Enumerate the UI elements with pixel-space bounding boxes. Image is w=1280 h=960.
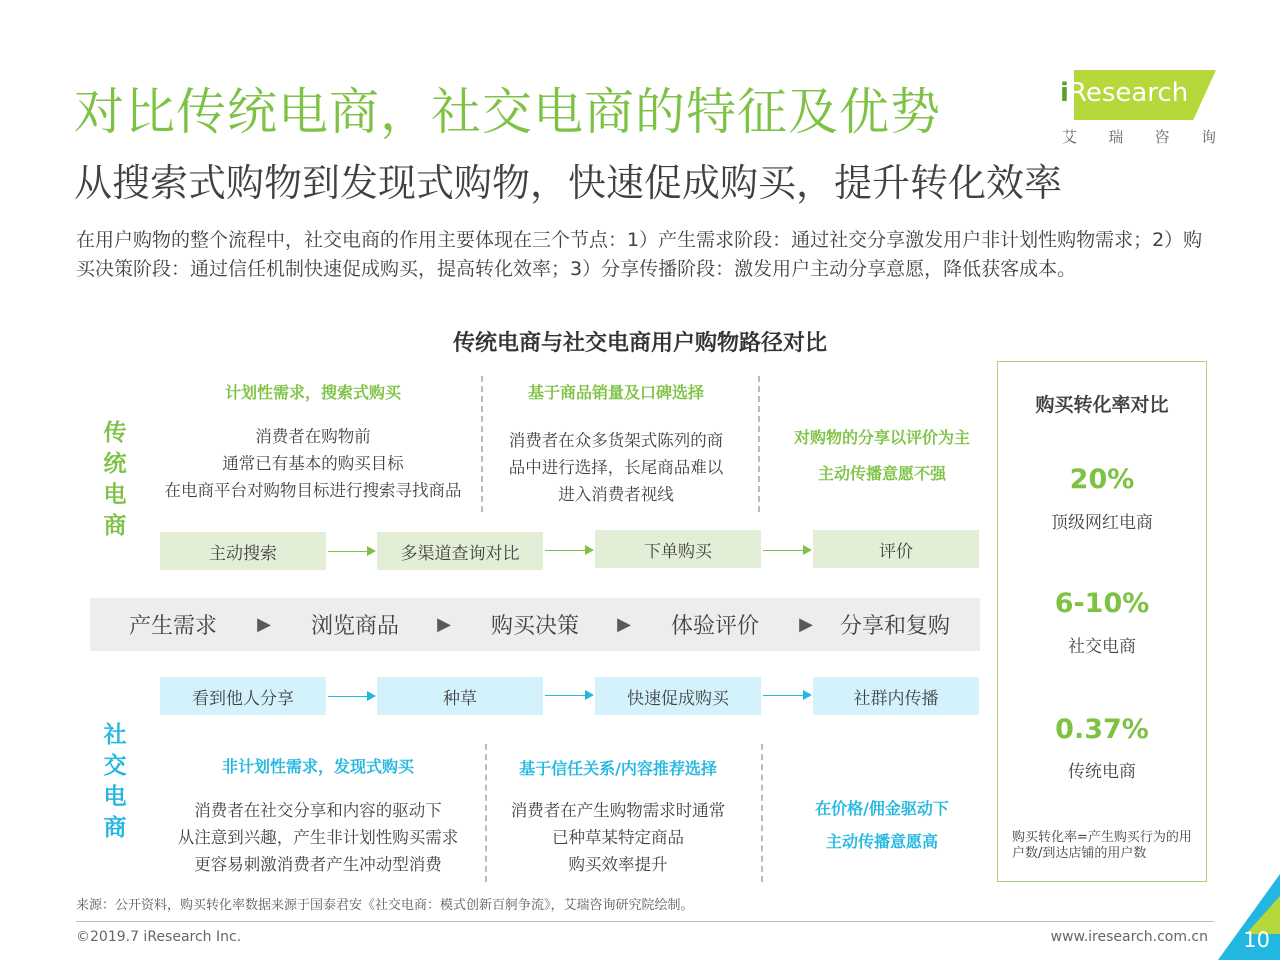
intro-paragraph: 在用户购物的整个流程中，社交电商的作用主要体现在三个节点：1）产生需求阶段：通过社交分享激发用户非计划性购物需求；2）购买决策阶段：通过信任机制快速促成购买，提高转化效率；3）分享传播阶段：激发用户主动分享意愿，降低获客成本。	[76, 229, 1203, 280]
traditional-note-3	[768, 420, 996, 492]
divider	[485, 744, 487, 882]
flow-step-see-share: 看到他人分享	[160, 677, 326, 715]
play-arrow-icon: ▶	[617, 614, 631, 635]
traditional-note-1	[150, 380, 476, 504]
footer-divider	[76, 921, 1214, 922]
note-body: 消费者在社交分享和内容的驱动下 从注意到兴趣，产生非计划性购买需求 更容易刺激消费者产生冲动型消费	[177, 801, 459, 874]
source-note: 来源：公开资料，购买转化率数据来源于国泰君安《社交电商：模式创新百舸争流》，艾瑞咨询研究院绘制。	[76, 898, 694, 913]
play-arrow-icon: ▶	[799, 614, 813, 635]
chart-title: 传统电商与社交电商用户购物路径对比	[452, 331, 827, 356]
flow-step-seed: 种草	[377, 677, 543, 715]
social-note-3	[768, 792, 996, 858]
divider	[761, 744, 763, 882]
iresearch-logo	[1058, 70, 1216, 146]
note-title: 对购物的分享以评价为主 主动传播意愿不强	[793, 428, 970, 483]
arrow-icon	[328, 551, 374, 552]
arrow-icon	[545, 550, 592, 551]
copyright: ©2019.7 iResearch Inc.	[76, 929, 242, 945]
conversion-label: 传统电商	[1068, 762, 1136, 782]
conversion-value: 6-10%	[1054, 588, 1150, 619]
stage-browse: 浏览商品	[310, 614, 399, 639]
social-label: 社 交 电 商	[103, 722, 127, 841]
arrow-icon	[763, 550, 810, 551]
note-title: 非计划性需求，发现式购买	[221, 757, 414, 776]
flow-step-compare: 多渠道查询对比	[377, 532, 543, 570]
flow-step-quick-buy: 快速促成购买	[595, 677, 761, 715]
flow-step-search: 主动搜索	[160, 532, 326, 570]
logo-subtext: 艾 瑞 咨 询	[1062, 128, 1216, 146]
conversion-panel	[997, 361, 1207, 882]
stage-bar	[90, 598, 980, 651]
arrow-icon	[328, 696, 374, 697]
arrow-icon	[763, 695, 810, 696]
divider	[481, 376, 483, 512]
conversion-label: 顶级网红电商	[1051, 513, 1153, 533]
social-note-1	[150, 754, 486, 878]
note-title: 在价格/佣金驱动下 主动传播意愿高	[815, 799, 949, 851]
website-link[interactable]: www.iresearch.com.cn	[1050, 929, 1208, 945]
conversion-label: 社交电商	[1068, 637, 1136, 657]
conversion-footnote: 购买转化率=产生购买行为的用户数/到达店铺的用户数	[1012, 830, 1192, 861]
page-number: 10	[1243, 928, 1270, 952]
note-title: 计划性需求，搜索式购买	[224, 383, 401, 402]
traditional-note-2	[486, 380, 746, 508]
page-subtitle: 从搜索式购物到发现式购物，快速促成购买，提升转化效率	[74, 161, 1063, 205]
traditional-label: 传 统 电 商	[103, 420, 127, 539]
flow-step-review: 评价	[813, 530, 979, 568]
note-title: 基于商品销量及口碑选择	[527, 383, 704, 402]
stage-decision: 购买决策	[490, 614, 579, 639]
arrow-icon	[545, 695, 592, 696]
note-title: 基于信任关系/内容推荐选择	[519, 759, 717, 778]
page-title: 对比传统电商，社交电商的特征及优势	[74, 83, 941, 141]
conversion-value: 0.37%	[1055, 714, 1149, 745]
conversion-value: 20%	[1069, 464, 1135, 495]
social-note-2	[490, 756, 746, 878]
divider	[758, 376, 760, 512]
note-body: 消费者在购物前 通常已有基本的购买目标 在电商平台对购物目标进行搜索寻找商品	[164, 427, 462, 500]
stage-experience: 体验评价	[670, 614, 759, 639]
play-arrow-icon: ▶	[437, 614, 451, 635]
play-arrow-icon: ▶	[257, 614, 271, 635]
flow-step-community: 社群内传播	[813, 677, 979, 715]
flow-step-order: 下单购买	[595, 530, 761, 568]
note-body: 消费者在众多货架式陈列的商 品中进行选择，长尾商品难以 进入消费者视线	[508, 431, 724, 504]
logo-wordmark: iResearch	[1060, 78, 1189, 108]
stage-share: 分享和复购	[839, 614, 950, 639]
stage-need: 产生需求	[128, 614, 217, 639]
conversion-title: 购买转化率对比	[1035, 394, 1169, 416]
note-body: 消费者在产生购物需求时通常 已种草某特定商品 购买效率提升	[510, 801, 726, 874]
